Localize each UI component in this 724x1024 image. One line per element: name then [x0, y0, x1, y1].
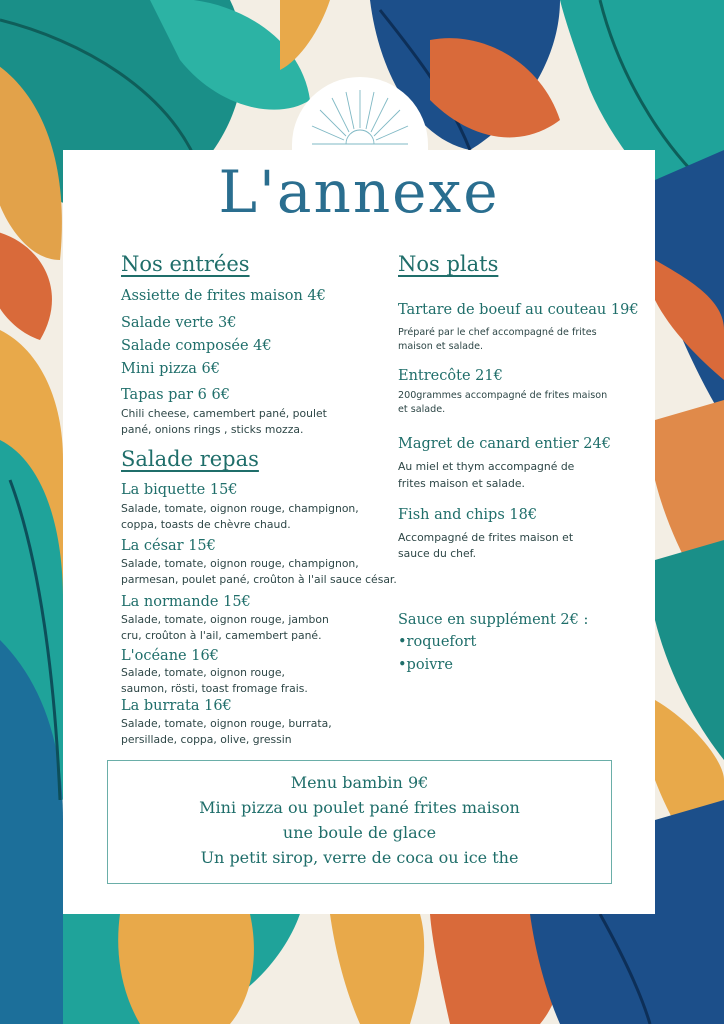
item-description: Chili cheese, camembert pané, poulet — [121, 407, 327, 420]
menu-item: La biquette 15€ — [121, 482, 238, 498]
menu-item: Tartare de boeuf au couteau 19€ — [398, 302, 639, 318]
sun-logo-icon — [302, 86, 418, 150]
item-description: Salade, tomate, oignon rouge, champignon, — [121, 502, 359, 515]
menu-item: Magret de canard entier 24€ — [398, 436, 611, 452]
plats-heading: Nos plats — [398, 252, 499, 276]
menu-item: La burrata 16€ — [121, 698, 232, 714]
item-description: Salade, tomate, oignon rouge, burrata, — [121, 717, 332, 730]
menu-item: Assiette de frites maison 4€ — [121, 288, 326, 304]
item-description: persillade, coppa, olive, gressin — [121, 733, 292, 746]
bambin-line: Mini pizza ou poulet pané frites maison — [199, 798, 520, 817]
menu-item: Tapas par 6 6€ — [121, 387, 230, 403]
menu-bambin-box — [107, 760, 612, 884]
menu-item: Salade verte 3€ — [121, 315, 237, 331]
menu-item: Mini pizza 6€ — [121, 361, 220, 377]
item-description: frites maison et salade. — [398, 477, 525, 490]
sauce-option: •roquefort — [398, 634, 477, 650]
item-description: coppa, toasts de chèvre chaud. — [121, 518, 291, 531]
sauce-title: Sauce en supplément 2€ : — [398, 612, 589, 628]
item-description: maison et salade. — [398, 341, 484, 352]
menu-item: La césar 15€ — [121, 538, 216, 554]
item-description: Salade, tomate, oignon rouge, jambon — [121, 613, 329, 626]
item-description: Préparé par le chef accompagné de frites — [398, 327, 597, 338]
menu-item: Salade composée 4€ — [121, 338, 272, 354]
item-description: saumon, rösti, toast fromage frais. — [121, 682, 308, 695]
bambin-line: une boule de glace — [282, 823, 437, 842]
item-description: et salade. — [398, 404, 446, 415]
item-description: parmesan, poulet pané, croûton à l'ail sauce césar. — [121, 573, 397, 586]
item-description: Accompagné de frites maison et — [398, 531, 574, 544]
menu-item: Fish and chips 18€ — [398, 507, 538, 523]
bambin-title: Menu bambin 9€ — [290, 773, 429, 792]
menu-item: L'océane 16€ — [121, 648, 219, 664]
menu-item: La normande 15€ — [121, 594, 251, 610]
item-description: Au miel et thym accompagné de — [398, 460, 575, 473]
restaurant-title: L'annexe — [218, 158, 500, 226]
bambin-line: Un petit sirop, verre de coca ou ice the — [200, 848, 519, 867]
item-description: Salade, tomate, oignon rouge, — [121, 666, 285, 679]
item-description: pané, onions rings , sticks mozza. — [121, 423, 304, 436]
item-description: Salade, tomate, oignon rouge, champignon, — [121, 557, 359, 570]
menu-item: Entrecôte 21€ — [398, 368, 503, 384]
salade-repas-heading: Salade repas — [121, 447, 259, 471]
item-description: sauce du chef. — [398, 547, 477, 560]
sauce-option: •poivre — [398, 657, 453, 673]
item-description: cru, croûton à l'ail, camembert pané. — [121, 629, 322, 642]
entrees-heading: Nos entrées — [121, 252, 250, 276]
item-description: 200grammes accompagné de frites maison — [398, 390, 608, 401]
